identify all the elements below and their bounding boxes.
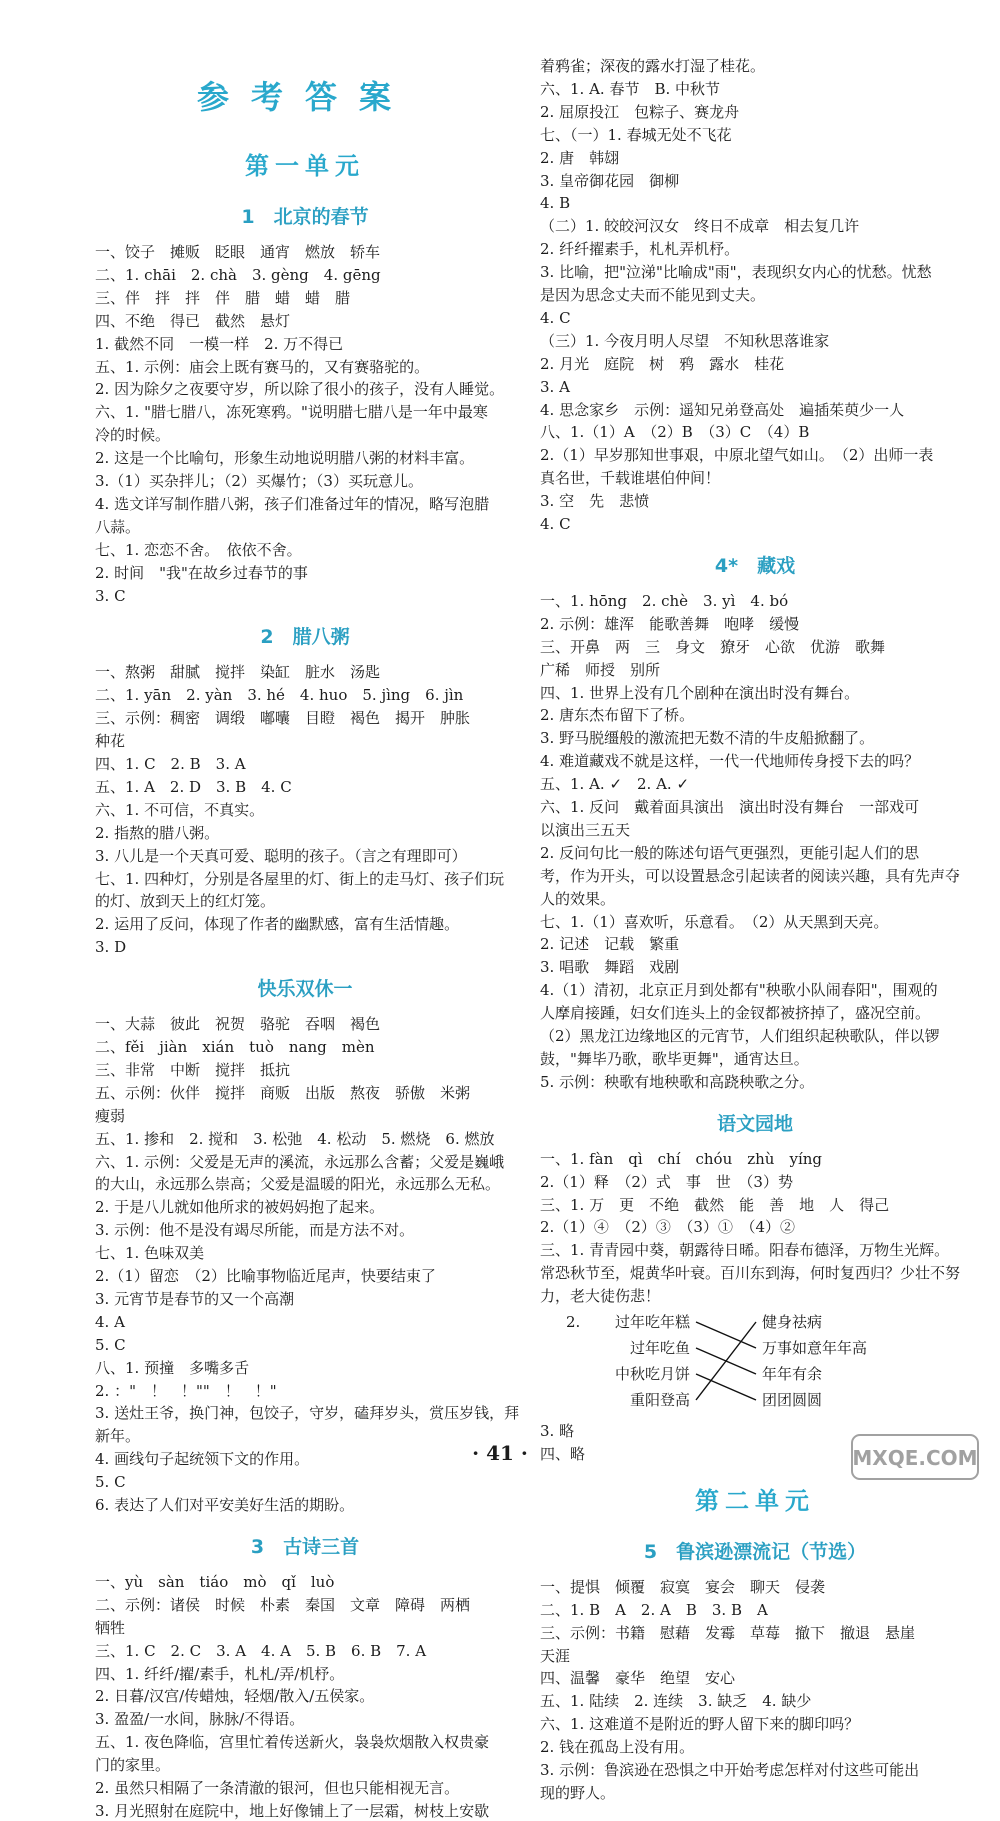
answer-line: 2.（1）释 （2）式 事 世 （3）势 — [540, 1172, 793, 1191]
answer-line: 3. 略 — [540, 1422, 575, 1440]
lesson-heading: 4* 藏戏 — [714, 554, 796, 577]
answer-line: 三、示例：稠密 调缎 嘟囔 目瞪 褐色 揭开 肿胀 — [95, 709, 471, 728]
answer-line: 五、1. A. ✓ 2. A. ✓ — [540, 775, 690, 794]
answer-line: 4. C — [540, 515, 571, 533]
answer-line: 2. 于是八儿就如他所求的被妈妈抱了起来。 — [95, 1198, 385, 1217]
match-connector-line — [696, 1374, 756, 1400]
answer-line: 的大山，永远那么崇高；父爱是温暖的阳光，永远那么无私。 — [95, 1175, 501, 1194]
answer-line: 以演出三五天 — [540, 820, 631, 839]
answer-line: 一、1. hōng 2. chè 3. yì 4. bó — [540, 591, 789, 610]
answer-line: 2. 运用了反问，体现了作者的幽默感，富有生活情趣。 — [95, 915, 460, 934]
answer-line: 七、1.（1）喜欢听，乐意看。 （2）从天黑到天亮。 — [540, 912, 889, 931]
answer-line: 五、1. A 2. D 3. B 4. C — [95, 777, 292, 796]
answer-line: 2.（1）早岁那知世事艰，中原北望气如山。 （2）出师一表 — [540, 446, 934, 465]
answer-line: 广稀 师授 别所 — [540, 660, 661, 679]
lesson-heading: 1 北京的春节 — [241, 206, 369, 228]
answer-line: 三、开鼻 两 三 身文 獠牙 心欲 优游 歌舞 — [540, 637, 886, 656]
answer-line: 人的效果。 — [540, 889, 616, 908]
answer-line: 七、（一）1. 春城无处不飞花 — [540, 125, 732, 144]
answer-line: 2.（1）留恋 （2）比喻事物临近尾声，快要结束了 — [95, 1267, 436, 1285]
answer-line: 力，老大徒伤悲！ — [540, 1287, 661, 1306]
answer-line: 四、不绝 得已 截然 悬灯 — [95, 311, 291, 330]
answer-line: 3. 盈盈/一水间，脉脉/不得语。 — [95, 1710, 305, 1729]
answer-line: （三）1. 今夜月明人尽望 不知秋思落谁家 — [540, 331, 830, 350]
answer-line: 2. 时间 "我"在故乡过春节的事 — [95, 563, 308, 582]
answer-line: 鼓，"舞毕乃歌，歌毕更舞"，通宵达旦。 — [540, 1049, 809, 1068]
answer-line: 2. 唐 韩翃 — [540, 148, 620, 167]
answer-line: 3. 皇帝御花园 御柳 — [540, 171, 680, 190]
answer-line: 2. 唐东杰布留下了桥。 — [540, 706, 695, 725]
answer-line: 一、饺子 摊贩 眨眼 通宵 燃放 轿车 — [95, 243, 381, 261]
match-left-item: 过年吃鱼 — [629, 1339, 690, 1357]
lesson-heading: 2 腊八粥 — [260, 626, 350, 649]
answer-line: 人摩肩接踵，妇女们连头上的金钗都被挤掉了，盛况空前。 — [540, 1004, 931, 1023]
answer-line: 3. C — [95, 586, 126, 605]
answer-line: 2. 指熬的腊八粥。 — [95, 823, 220, 842]
answer-line: 门的家里。 — [95, 1756, 171, 1775]
match-right-item: 健身祛病 — [762, 1313, 823, 1331]
answer-line: 4. A — [95, 1312, 125, 1331]
match-right-item: 团团圆圆 — [762, 1391, 823, 1409]
answer-line: 一、熬粥 甜腻 搅拌 染缸 脏水 汤匙 — [95, 663, 381, 682]
answer-line: 八蒜。 — [95, 517, 141, 536]
answer-line: 七、1. 四种灯，分别是各屋里的灯、街上的走马灯、孩子们玩 — [95, 869, 505, 888]
answer-line: 2. 反问句比一般的陈述句语气更强烈，更能引起人们的思 — [540, 843, 920, 862]
answer-line: 三、伴 拌 拌 伴 腊 蜡 蜡 腊 — [95, 288, 351, 307]
answer-line: 3. 八儿是一个天真可爱、聪明的孩子。（言之有理即可） — [95, 846, 467, 865]
answer-line: 的灯、放到天上的红灯笼。 — [95, 892, 276, 911]
answer-line: 6. 表达了人们对平安美好生活的期盼。 — [95, 1496, 355, 1514]
answer-line: 五、1. 夜色降临，宫里忙着传送新火，袅袅炊烟散入权贵豪 — [95, 1733, 490, 1752]
answer-line: 新年。 — [95, 1427, 141, 1446]
answer-line: 四、1. C 2. B 3. A — [95, 755, 246, 773]
answer-line: 四、1. 纤纤/擢/素手，札札/弄/机杼。 — [95, 1664, 345, 1683]
match-left-item: 过年吃年糕 — [614, 1313, 690, 1331]
answer-line: 2. 钱在孤岛上没有用。 — [540, 1738, 695, 1757]
answer-line: 3. D — [95, 938, 127, 957]
matching-label: 2. — [566, 1313, 581, 1331]
match-right-item: 万事如意年年高 — [762, 1339, 868, 1357]
answer-line: 四、略 — [540, 1444, 586, 1463]
answer-line: 六、1. A. 春节 B. 中秋节 — [540, 79, 721, 98]
answer-line: 二、1. B A 2. A B 3. B A — [540, 1600, 768, 1619]
answer-line: 冷的时候。 — [95, 426, 171, 445]
answer-line: 2. 示例：雄浑 能歌善舞 咆哮 缓慢 — [540, 614, 800, 633]
unit-heading: 第二单元 — [695, 1486, 815, 1515]
page-number: · 41 · — [472, 1441, 528, 1465]
answer-line: 八、1.（1）A （2）B （3）C （4）B — [540, 423, 810, 442]
answer-line: 5. C — [95, 1473, 126, 1492]
answer-line: 五、1. 陆续 2. 连续 3. 缺乏 4. 缺少 — [540, 1692, 812, 1711]
answer-line: 七、1. 恋恋不舍。 依依不舍。 — [95, 540, 302, 559]
answer-line: 3. 示例：他不是没有竭尽所能，而是方法不对。 — [95, 1221, 415, 1240]
answer-line: 一、1. fàn qì chí chóu zhù yíng — [540, 1149, 823, 1168]
answer-line: 考，作为开头，可以设置悬念引起读者的阅读兴趣，具有先声夺 — [540, 866, 961, 885]
answer-line: 3. 示例：鲁滨逊在恐惧之中开始考虑怎样对付这些可能出 — [540, 1761, 920, 1779]
answer-line: 六、1. 反问 戴着面具演出 演出时没有舞台 一部戏可 — [540, 798, 920, 816]
answer-line: 五、1. 掺和 2. 搅和 3. 松弛 4. 松动 5. 燃烧 6. 燃放 — [95, 1129, 495, 1148]
answer-line: 种花 — [95, 732, 126, 751]
answer-line: 4. 画线句子起统领下文的作用。 — [95, 1450, 310, 1469]
match-connector-line — [696, 1322, 756, 1348]
lesson-heading: 5 鲁滨逊漂流记（节选） — [643, 1540, 867, 1563]
answer-line: 2. 虽然只相隔了一条清澈的银河，但也只能相视无言。 — [95, 1779, 460, 1797]
answer-line: 3. 元宵节是春节的又一个高潮 — [95, 1289, 295, 1308]
match-connector-line — [696, 1322, 756, 1400]
answer-line: 一、提惧 倾覆 寂寞 宴会 聊天 侵袭 — [540, 1577, 826, 1596]
answer-line: 六、1. "腊七腊八，冻死寒鸦。"说明腊七腊八是一年中最寒 — [95, 403, 488, 422]
answer-line: 2. 这是一个比喻句，形象生动地说明腊八粥的材料丰富。 — [95, 449, 475, 468]
match-right-item: 年年有余 — [762, 1365, 823, 1383]
answer-line: 三、1. C 2. C 3. A 4. A 5. B 6. B 7. A — [95, 1641, 427, 1660]
answer-line: 2. 月光 庭院 树 鸦 露水 桂花 — [540, 354, 785, 373]
answer-line: 三、非常 中断 搅拌 抵抗 — [95, 1060, 291, 1079]
answer-line: 3. 野马脱缰般的激流把无数不清的牛皮船掀翻了。 — [540, 729, 875, 748]
page-title: 参考答案 — [196, 78, 413, 116]
answer-line: 2. 记述 记载 繁重 — [540, 935, 680, 954]
answer-line: 二、fěi jiàn xián tuò nang mèn — [95, 1038, 375, 1056]
answer-line: 5. 示例：秧歌有地秧歌和高跷秧歌之分。 — [540, 1072, 815, 1091]
answer-line: 3. 月光照射在庭院中，地上好像铺上了一层霜，树枝上安歇 — [95, 1801, 490, 1820]
answer-line: 3. 送灶王爷，换门神，包饺子，守岁，磕拜岁头，赏压岁钱，拜 — [95, 1404, 520, 1423]
answer-line: 六、1. 这难道不是附近的野人留下来的脚印吗？ — [540, 1715, 860, 1734]
answer-line: 3. A — [540, 377, 570, 396]
answer-line: 4.（1）清初，北京正月到处都有"秧歌小队闹春阳"，围观的 — [540, 981, 938, 1000]
answer-line: 3. 唱歌 舞蹈 戏剧 — [540, 958, 680, 977]
answer-line: 八、1. 预撞 多嘴多舌 — [95, 1358, 250, 1377]
answer-line: 七、1. 色味双美 — [95, 1244, 205, 1263]
answer-line: 2. 因为除夕之夜要守岁，所以除了很小的孩子，没有人睡觉。 — [95, 380, 505, 399]
answer-line: 是因为思念丈夫而不能见到丈夫。 — [540, 286, 766, 304]
answer-line: 四、1. 世界上没有几个剧种在演出时没有舞台。 — [540, 683, 860, 702]
answer-line: 三、1. 万 更 不绝 截然 能 善 地 人 得己 — [540, 1195, 890, 1214]
answer-line: 着鸦雀；深夜的露水打湿了桂花。 — [540, 57, 766, 75]
answer-line: 3. 比喻，把"泣涕"比喻成"雨"，表现织女内心的忧愁。忧愁 — [540, 263, 932, 282]
answer-line: 4. 选文详写制作腊八粥，孩子们准备过年的情况，略写泡腊 — [95, 494, 490, 513]
answer-line: 2. ：" ！ ！"" ！ ！" — [95, 1381, 277, 1400]
lesson-heading: 3 古诗三首 — [250, 1535, 360, 1558]
answer-line: 2. 纤纤擢素手，札札弄机杼。 — [540, 240, 740, 259]
answer-line: 4. 思念家乡 示例：遥知兄弟登高处 遍插茱萸少一人 — [540, 400, 905, 419]
answer-line: 3. 空 先 悲愤 — [540, 492, 650, 511]
matching-diagram — [540, 1311, 970, 1441]
answer-line: 瘦弱 — [95, 1106, 126, 1125]
answer-line: 常恐秋节至，焜黄华叶衰。百川东到海，何时复西归？少壮不努 — [540, 1264, 961, 1283]
answer-line: 2. 屈原投江 包粽子、赛龙舟 — [540, 102, 740, 121]
answer-line: 4. 难道藏戏不就是这样，一代一代地师传身授下去的吗？ — [540, 752, 920, 771]
answer-line: 真名世，千载谁堪伯仲间！ — [540, 469, 721, 488]
answer-line: 三、示例：书籍 慰藉 发霉 草莓 撤下 撤退 悬崖 — [540, 1623, 916, 1642]
answer-line: 三、1. 青青园中葵，朝露待日晞。阳春布德泽，万物生光辉。 — [540, 1241, 950, 1260]
match-left-item: 重阳登高 — [629, 1391, 690, 1409]
answer-line: 六、1. 示例：父爱是无声的溪流，永远那么含蓄；父爱是巍峨 — [95, 1152, 505, 1171]
answer-line: 4. C — [540, 308, 571, 327]
answer-line: 1. 截然不同 一模一样 2. 万不得已 — [95, 334, 344, 353]
answer-line: 二、示例：诸侯 时候 朴素 秦国 文章 障碍 两栖 — [95, 1595, 471, 1614]
answer-line: 2. 日暮/汉宫/传蜡烛，轻烟/散入/五侯家。 — [95, 1687, 375, 1706]
answer-line: 一、大蒜 彼此 祝贺 骆驼 吞咽 褐色 — [95, 1015, 381, 1034]
answer-line: 二、1. chāi 2. chà 3. gèng 4. gēng — [95, 265, 381, 284]
svg-text:MXQE.COM: MXQE.COM — [852, 1446, 978, 1470]
answer-line: 3.（1）买杂拌儿；（2）买爆竹；（3）买玩意儿。 — [95, 472, 423, 490]
lesson-heading: 语文园地 — [716, 1112, 793, 1135]
unit-heading: 第一单元 — [245, 152, 365, 180]
lesson-heading: 快乐双休一 — [257, 978, 353, 1001]
answer-line: 四、温馨 豪华 绝望 安心 — [540, 1669, 736, 1688]
answer-line: 天涯 — [540, 1646, 571, 1665]
match-left-item: 中秋吃月饼 — [614, 1365, 690, 1383]
answer-line: 4. B — [540, 194, 571, 213]
answer-line: 五、1. 示例：庙会上既有赛马的，又有赛骆驼的。 — [95, 357, 430, 376]
answer-line: （二）1. 皎皎河汉女 终日不成章 相去复几许 — [540, 217, 860, 236]
answer-line: （2）黑龙江边缘地区的元宵节，人们组织起秧歌队，伴以锣 — [540, 1027, 940, 1045]
answer-line: 六、1. 不可信，不真实。 — [95, 800, 265, 819]
answer-line: 五、示例：伙伴 搅拌 商贩 出版 熬夜 骄傲 米粥 — [95, 1083, 471, 1102]
answer-line: 5. C — [95, 1335, 126, 1354]
answer-line: 一、yù sàn tiáo mò qǐ luò — [95, 1572, 335, 1591]
watermark-logo — [850, 1431, 980, 1483]
answer-line: 牺牲 — [95, 1618, 126, 1637]
answer-line: 2.（1）④ （2）③ （3）① （4）② — [540, 1218, 795, 1237]
answer-line: 现的野人。 — [540, 1783, 616, 1802]
answer-line: 二、1. yān 2. yàn 3. hé 4. huo 5. jìng 6. jìn — [95, 686, 464, 705]
